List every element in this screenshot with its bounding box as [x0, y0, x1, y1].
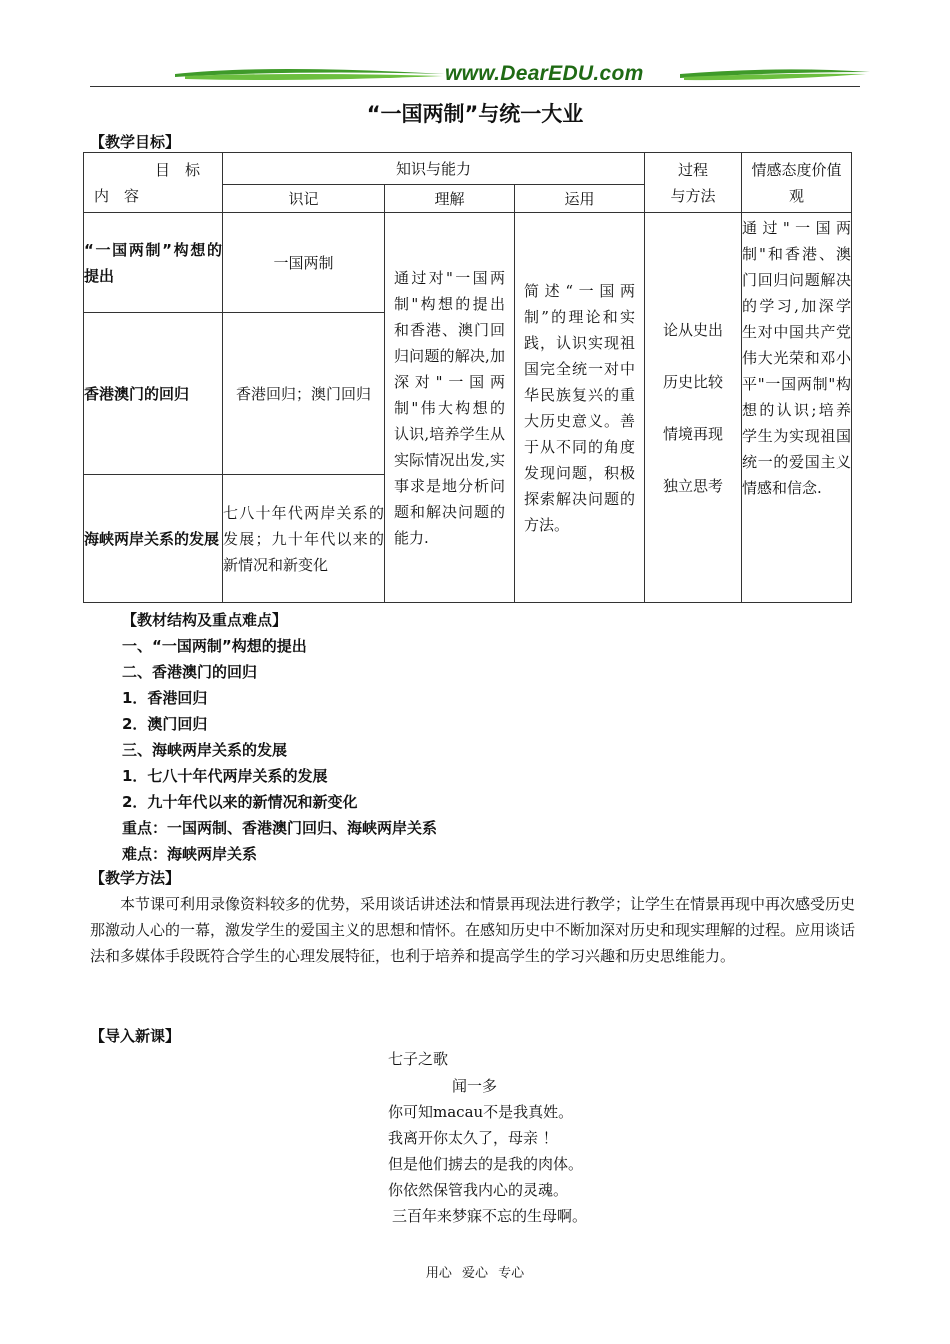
- outline-item: 2．澳门回归: [122, 715, 208, 733]
- topic-cell-3: 海峡两岸关系的发展: [84, 475, 223, 603]
- poem-author: 闻一多: [452, 1077, 498, 1095]
- process-header: 过程 与方法: [645, 153, 742, 213]
- poem-line: 三百年来梦寐不忘的生母啊。: [392, 1207, 588, 1225]
- outline-item: 二、香港澳门的回归: [122, 663, 258, 681]
- poem-line: 你依然保管我内心的灵魂。: [388, 1181, 569, 1199]
- key-points: 重点：一国两制、香港澳门回归、海峡两岸关系: [122, 819, 438, 837]
- knowledge-header: 知识与能力: [223, 153, 645, 185]
- teaching-goals-table: [83, 152, 852, 603]
- topic-cell-1: “一国两制”构想的提出: [84, 213, 223, 313]
- page-title: “一国两制”与统一大业: [366, 102, 584, 126]
- memorize-header: 识记: [223, 185, 385, 213]
- understand-header: 理解: [385, 185, 515, 213]
- difficult-points: 难点：海峡两岸关系: [122, 845, 258, 863]
- header-rule: [90, 86, 860, 87]
- poem-line: 但是他们掳去的是我的肉体。: [388, 1155, 584, 1173]
- emotion-header: 情感态度价值观: [742, 153, 852, 213]
- corner-goal-label: 目 标: [154, 160, 200, 179]
- process-cell: [645, 213, 742, 603]
- outline-item: 1．七八十年代两岸关系的发展: [122, 767, 328, 785]
- poem-title: 七子之歌: [388, 1050, 449, 1068]
- section-heading-method: 【教学方法】: [90, 869, 181, 887]
- outline-item: 一、“一国两制”构想的提出: [122, 637, 307, 655]
- outline-item: 2．九十年代以来的新情况和新变化: [122, 793, 358, 811]
- poem-line: 我离开你太久了，母亲 ！: [388, 1129, 558, 1147]
- apply-cell: 简述“一国两制”的理论和实践，认识实现祖国完全统一对中华民族复兴的重大历史意义。善于从不同的角度发现问题，积极探索解决问题的方法。: [515, 213, 645, 603]
- site-logo[interactable]: www.DearEDU.com: [445, 62, 644, 85]
- corner-content-label: 内 容: [94, 186, 140, 205]
- process-item: 情境再现: [663, 424, 724, 443]
- outline-item: 三、海峡两岸关系的发展: [122, 741, 288, 759]
- page-header: [90, 60, 860, 90]
- method-paragraph: 本节课可利用录像资料较多的优势，采用谈话讲述法和情景再现法进行教学；让学生在情景再现中再次感受历史那激动人心的一幕，激发学生的爱国主义的思想和情怀。在感知历史中不断加深对历史和现实理解的过程。应用谈话法和多媒体手段既符合学生的心理发展特征，也利于培养和提高学生的学习兴趣和历史思维能力。: [90, 895, 856, 965]
- section-heading-structure: 【教材结构及重点难点】: [122, 611, 288, 629]
- page-footer: 用心 爱心 专心: [425, 1266, 525, 1281]
- topic-cell-2: 香港澳门的回归: [84, 313, 223, 475]
- apply-header: 运用: [515, 185, 645, 213]
- process-item: 独立思考: [663, 476, 724, 495]
- poem-line: 你可知macau不是我真姓。: [388, 1103, 574, 1121]
- process-item: 历史比较: [663, 372, 724, 391]
- memorize-cell-1: 一国两制: [223, 213, 385, 313]
- memorize-cell-3: 七八十年代两岸关系的发展；九十年代以来的新情况和新变化: [223, 475, 385, 603]
- memorize-cell-2: 香港回归；澳门回归: [223, 313, 385, 475]
- process-item: 论从史出: [663, 320, 724, 339]
- outline-item: 1．香港回归: [122, 689, 208, 707]
- section-heading-goals: 【教学目标】: [90, 133, 181, 151]
- corner-header-cell: [84, 153, 223, 213]
- understand-cell: 通过对"一国两制"构想的提出和香港、澳门回归问题的解决,加深对"一国两制"伟大构想的认识,培养学生从实际情况出发,实事求是地分析问题和解决问题的能力.: [385, 213, 515, 603]
- emotion-cell: 通过"一国两制"和香港、澳门回归问题解决的学习,加深学生对中国共产党伟大光荣和邓小平"一国两制"构想的认识;培养学生为实现祖国统一的爱国主义情感和信念.: [742, 213, 852, 603]
- section-heading-intro: 【导入新课】: [90, 1027, 181, 1045]
- green-swoosh-left-icon: [175, 68, 445, 82]
- green-swoosh-right-icon: [680, 68, 870, 82]
